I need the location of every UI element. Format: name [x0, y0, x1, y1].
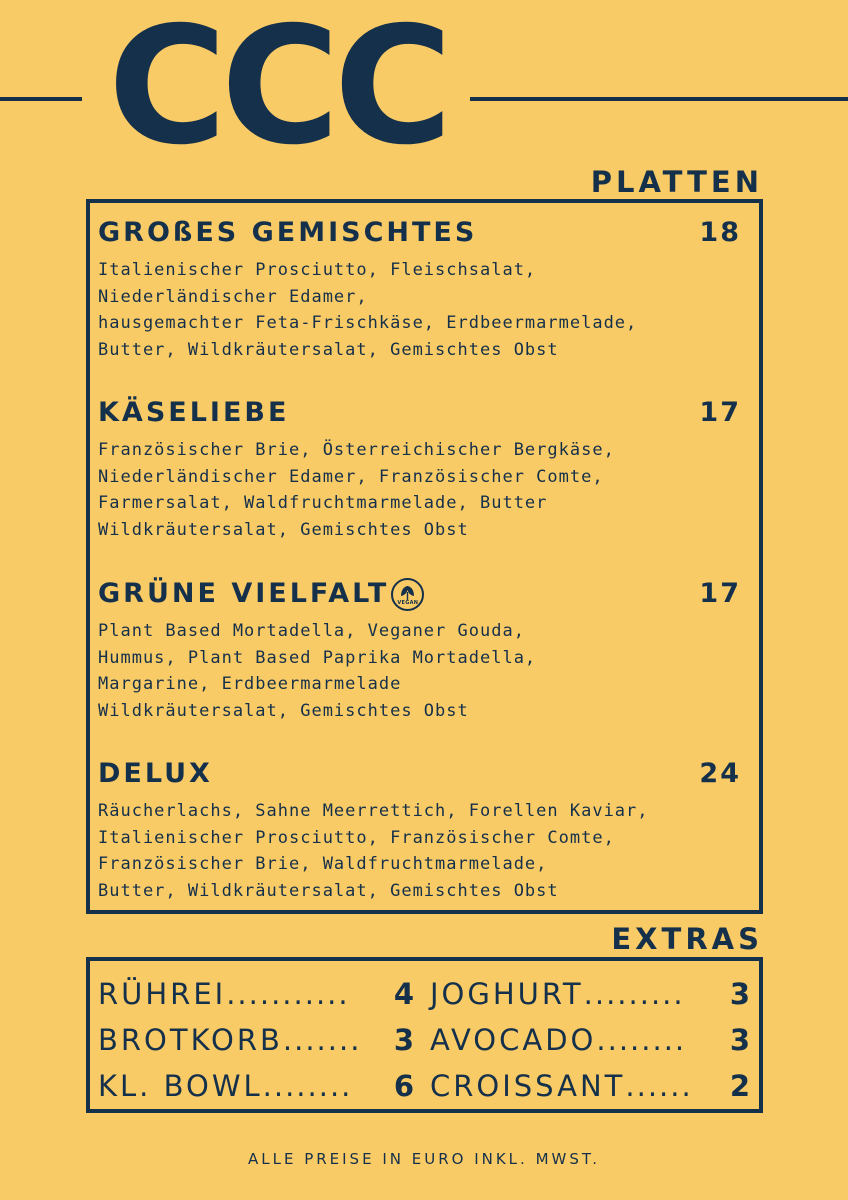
- extra-leader-dots: .......: [282, 1023, 362, 1057]
- extra-price: 4: [393, 977, 414, 1011]
- dish-description: Plant Based Mortadella, Veganer Gouda, Hummus, Plant Based Paprika Mortadella, Margarine, Erdbeermarmelade Wildkräutersalat, Gemischtes Obst: [98, 621, 537, 721]
- extra-price: 2: [729, 1069, 750, 1103]
- header-rule-left: [0, 97, 82, 101]
- extra-name: RÜHREI: [98, 977, 227, 1011]
- dish-name: DELUX: [98, 758, 213, 789]
- extra-item: [430, 1017, 750, 1063]
- extra-leader-dots: ........: [596, 1023, 687, 1057]
- extra-name: AVOCADO: [430, 1023, 597, 1057]
- dish-item: [98, 393, 741, 543]
- extra-leader-dots: .........: [583, 977, 685, 1011]
- price-note-footer: ALLE PREISE IN EURO INKL. MWST.: [247, 1150, 601, 1168]
- extras-row: [98, 1063, 750, 1109]
- platten-section-title: PLATTEN: [590, 165, 763, 199]
- dish-price: 18: [699, 217, 741, 248]
- dish-description: Italienischer Prosciutto, Fleischsalat, Niederländischer Edamer, hausgemachter Feta-Frischkäse, Erdbeermarmelade, Butter, Wildkräutersalat, Gemischtes Obst: [98, 260, 638, 360]
- dish-name: KÄSELIEBE: [98, 397, 290, 428]
- extra-name: KL. BOWL: [98, 1069, 263, 1103]
- extra-item: [98, 1017, 414, 1063]
- vegan-badge-label: VEGAN: [397, 599, 419, 606]
- extra-leader-dots: ........: [262, 1069, 353, 1103]
- vegan-leaf-icon: [391, 578, 424, 611]
- extra-price: 3: [729, 977, 750, 1011]
- dish-description: Räucherlachs, Sahne Meerrettich, Forellen Kaviar, Italienischer Prosciutto, Französischer Comte, Französischer Brie, Waldfruchtmarmelade, Butter, Wildkräutersalat, Gemischtes Obst: [98, 801, 649, 901]
- dish-price: 17: [699, 397, 741, 428]
- extra-leader-dots: ......: [625, 1069, 693, 1103]
- dish-price: 17: [699, 578, 741, 609]
- extra-price: 6: [393, 1069, 414, 1103]
- dish-item: [98, 574, 741, 724]
- extra-item: [430, 1063, 750, 1109]
- brand-logo: CCC: [108, 0, 447, 181]
- dish-name: GROßES GEMISCHTES: [98, 217, 478, 248]
- extra-name: JOGHURT: [430, 977, 584, 1011]
- header-rule-right: [470, 97, 848, 101]
- extra-price: 3: [393, 1023, 414, 1057]
- dish-item: [98, 754, 741, 904]
- extras-row: [98, 971, 750, 1017]
- extras-section-title: EXTRAS: [611, 922, 763, 956]
- extra-name: CROISSANT: [430, 1069, 626, 1103]
- dish-item: [98, 213, 741, 363]
- extra-item: [430, 971, 750, 1017]
- extra-item: [98, 971, 414, 1017]
- extra-leader-dots: ...........: [226, 977, 350, 1011]
- extras-row: [98, 1017, 750, 1063]
- dish-price: 24: [699, 758, 741, 789]
- platten-menu-box: [86, 199, 763, 914]
- dish-name: GRÜNE VIELFALT: [98, 578, 390, 609]
- extra-item: [98, 1063, 414, 1109]
- dish-description: Französischer Brie, Österreichischer Bergkäse, Niederländischer Edamer, Französischer Comte, Farmersalat, Waldfruchtmarmelade, Butter Wildkräutersalat, Gemischtes Obst: [98, 440, 615, 540]
- extra-price: 3: [729, 1023, 750, 1057]
- extras-menu-box: [86, 957, 763, 1113]
- extra-name: BROTKORB: [98, 1023, 283, 1057]
